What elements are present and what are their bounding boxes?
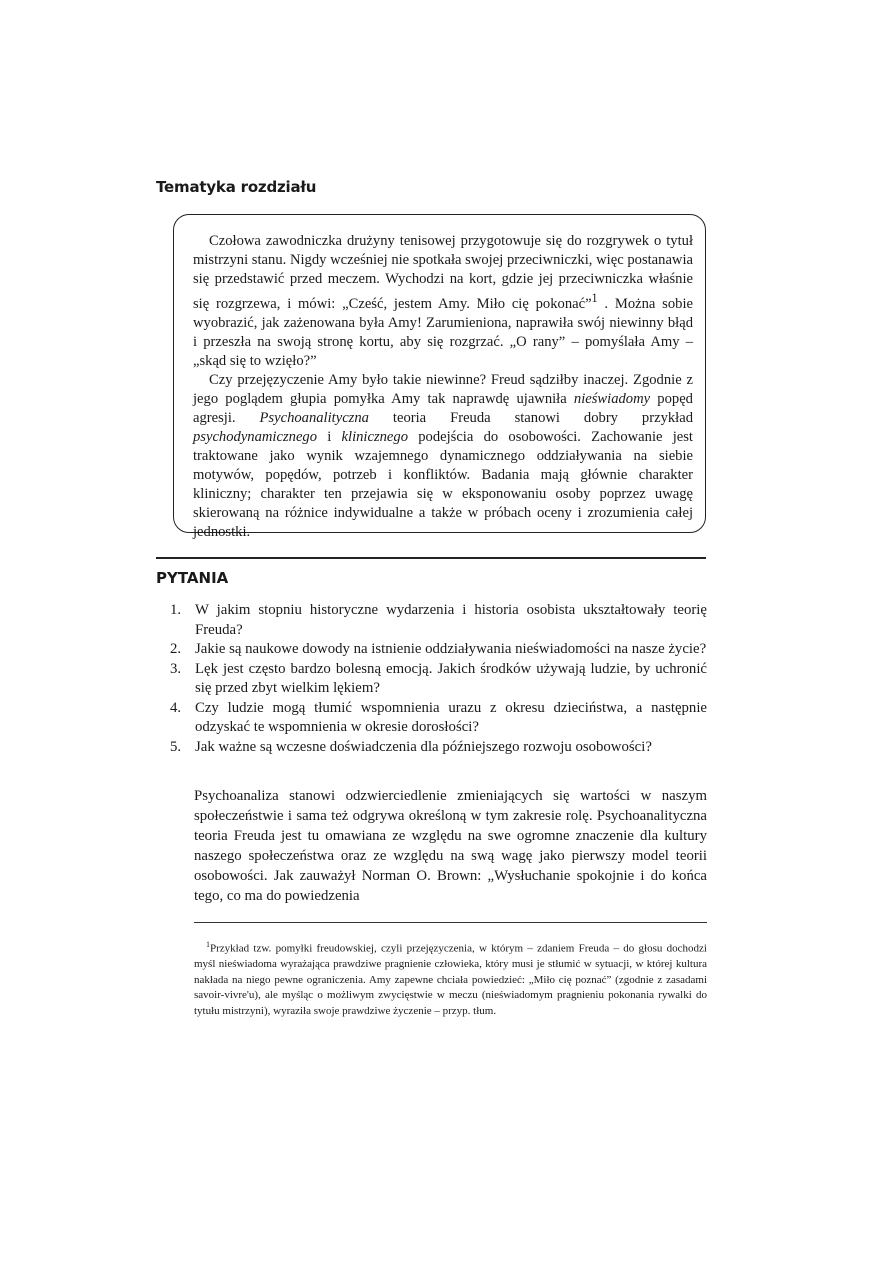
theme-p2-italic-4: klinicznego bbox=[341, 428, 408, 445]
body-paragraph: Psychoanaliza stanowi odzwierciedlenie zmieniających się wartości w naszym społeczeństwie i sama też odgrywa określoną w tym zakresie rolę. Psychoanalityczna teoria Freuda jest tu omawiana ze względu na swe ogromne znaczenie dla kultury naszego społeczeństwa oraz ze względu na swą wagę jako pierwszy model teorii osobowości. Jak zauważył Norman O. Brown: „Wysłuchanie spokojnie i do końca tego, co ma do powiedzenia bbox=[194, 788, 707, 904]
theme-p1-rest: . Można sobie wyobrazić, jak zażenowana była Amy! Zarumieniona, naprawiła swój niewinny błąd i przeszła na swoją stronę kortu, aby się rozgrzać. „O rany” – pomyślała Amy – „skąd się to wzięło?” bbox=[193, 295, 693, 369]
question-number: 1. bbox=[170, 602, 182, 618]
question-number: 2. bbox=[170, 641, 182, 657]
question-item bbox=[170, 601, 707, 640]
questions-heading: PYTANIA bbox=[156, 569, 229, 587]
question-item bbox=[170, 738, 707, 758]
question-item bbox=[170, 640, 707, 660]
question-item bbox=[170, 699, 707, 738]
theme-p2-italic-2: Psychoanalityczna bbox=[259, 409, 369, 426]
theme-paragraph-1 bbox=[193, 232, 693, 371]
question-number: 4. bbox=[170, 699, 182, 716]
footnote-divider bbox=[194, 922, 707, 923]
question-text: Czy ludzie mogą tłumić wspomnienia urazu z okresu dzieciństwa, a następnie odzyskać te wspomnienia w okresie dorosłości? bbox=[195, 699, 707, 735]
question-text: Jakie są naukowe dowody na istnienie oddziaływania nieświadomości na nasze życie? bbox=[195, 641, 707, 657]
theme-p2-text-d: i bbox=[317, 428, 342, 445]
theme-p1-text: Czołowa zawodniczka drużyny tenisowej przygotowuje się do rozgrywek o tytuł mistrzyni stanu. Nigdy wcześniej nie spotkała swojej przeciwniczki, więc postanawia się przedstawić przed meczem. Wychodzi na kort, gdzie jej przeciwniczka właśnie się rozgrzewa, i mówi: „Cześć, jestem Amy. Miło cię pokonać” bbox=[193, 233, 693, 312]
theme-p2-text-e: podejścia do osobowości. Zachowanie jest traktowane jako wynik wzajemnego dynamicznego oddziaływania na siebie motywów, popędów, potrzeb i konfliktów. Badania mają głównie charakter kliniczny; charakter ten przejawia się w eksponowaniu osoby poprzez uwagę skierowaną na różnice indywidualne a także w próbach oceny i zrozumienia całej jednostki. bbox=[193, 428, 693, 540]
footnote-text: Przykład tzw. pomyłki freudowskiej, czyli przejęzyczenia, w którym – zdaniem Freuda – do głosu dochodzi myśl nieświadoma wyrażająca prawdziwe pragnienie człowieka, który musi je stłumić w sytuacji, w której kultura nakłada na niego pewne ograniczenia. Amy zapewne chciała powiedzieć: „Miło cię poznać” (zgodnie z zasadami savoir-vivre'u), ale myśląc o możliwym zwycięstwie w meczu (nieświadomym pragnieniu pokonania rywalki do tytułu mistrzyni), wyraziła swoje prawdziwe życzenie – przyp. tłum. bbox=[194, 942, 707, 1017]
section-divider bbox=[156, 557, 706, 559]
theme-paragraph-2 bbox=[193, 371, 693, 542]
theme-p2-text-b: popęd agresji. bbox=[193, 390, 693, 426]
chapter-theme-box bbox=[173, 214, 706, 540]
footnote-reference: 1 bbox=[591, 291, 598, 305]
theme-p2-italic-3: psychodynamicznego bbox=[193, 428, 318, 445]
question-text: W jakim stopniu historyczne wydarzenia i historia osobista ukształtowały teorię Freuda? bbox=[195, 602, 707, 638]
section-title: Tematyka rozdziału bbox=[156, 178, 317, 196]
question-text: Lęk jest często bardzo bolesną emocją. Jakich środków używają ludzie, by uchronić się przed zbyt wielkim lękiem? bbox=[195, 660, 707, 696]
question-text: Jak ważne są wczesne doświadczenia dla późniejszego rozwoju osobowości? bbox=[195, 738, 652, 755]
question-number: 5. bbox=[170, 738, 182, 755]
question-item bbox=[170, 660, 707, 699]
theme-p2-italic-1: nieświadomy bbox=[573, 390, 651, 407]
questions-list bbox=[170, 601, 707, 757]
theme-p2-text-c: teoria Freuda stanowi dobry przykład bbox=[368, 409, 693, 426]
footnote-mark: 1 bbox=[206, 940, 210, 949]
question-number: 3. bbox=[170, 660, 182, 677]
theme-p2-text-a: Czy przejęzyczenie Amy było takie niewinne? Freud sądziłby inaczej. Zgodnie z jego poglądem głupia pomyłka Amy tak naprawdę ujawniła bbox=[193, 371, 693, 407]
footnote bbox=[194, 937, 707, 1019]
